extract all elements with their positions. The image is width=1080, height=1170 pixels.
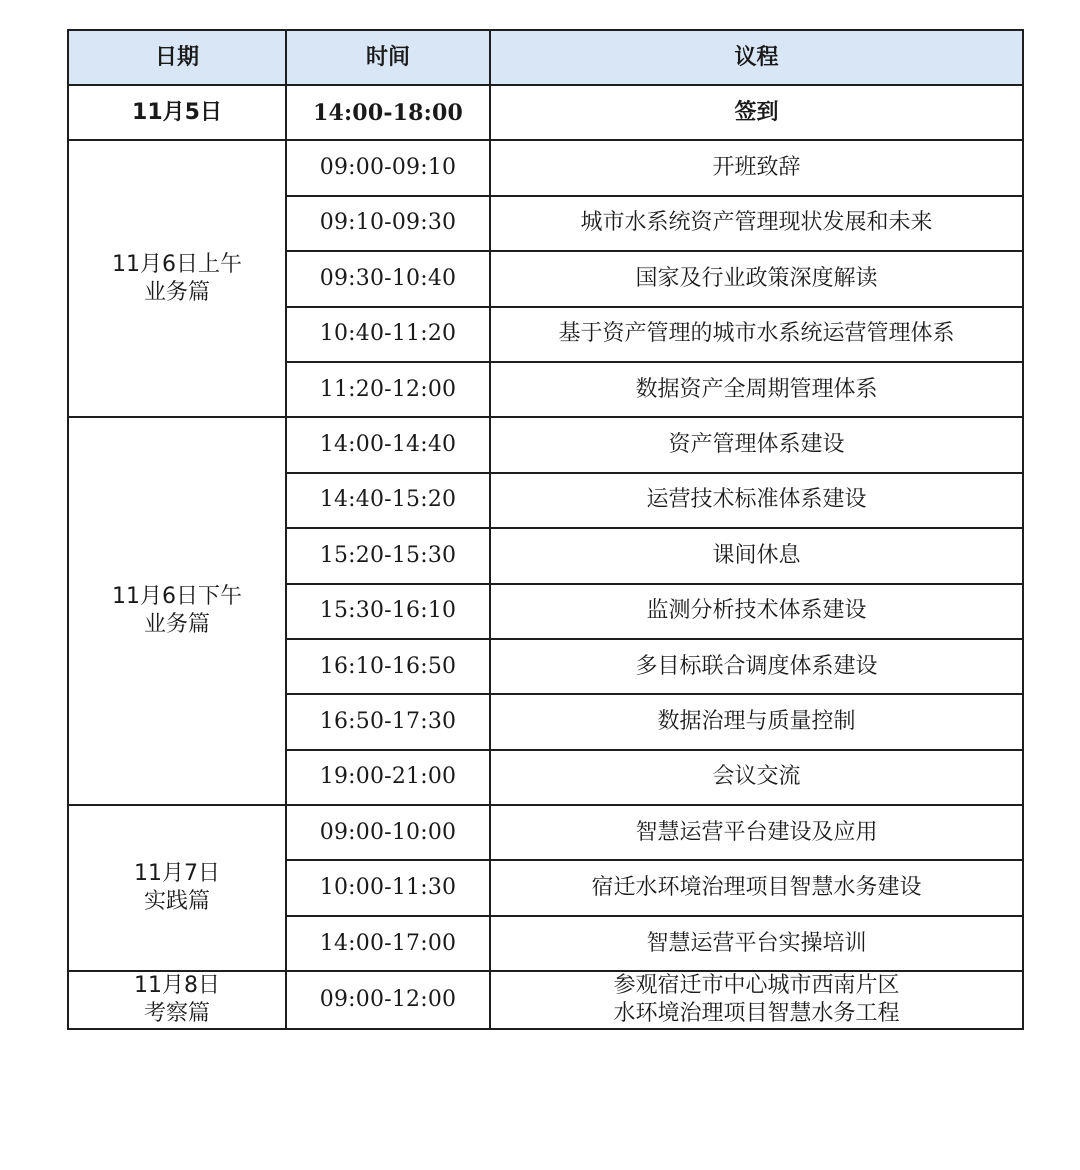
agenda-table <box>67 29 1024 1030</box>
date-label: 11月6日上午 <box>112 251 242 277</box>
table-row <box>68 971 1023 1029</box>
topic-cell: 智慧运营平台实操培训 <box>490 916 1023 971</box>
topic-cell: 多目标联合调度体系建设 <box>490 639 1023 694</box>
section-label: 业务篇 <box>143 612 210 638</box>
time-cell: 14:40-15:20 <box>286 473 490 528</box>
topic-cell: 签到 <box>490 85 1023 140</box>
topic-cell: 宿迁水环境治理项目智慧水务建设 <box>490 860 1023 915</box>
time-cell: 15:20-15:30 <box>286 528 490 583</box>
topic-cell: 数据治理与质量控制 <box>490 694 1023 749</box>
topic-cell <box>490 971 1023 1029</box>
time-cell: 16:10-16:50 <box>286 639 490 694</box>
topic-line: 参观宿迁市中心城市西南片区 <box>613 973 900 999</box>
date-cell <box>68 140 286 417</box>
date-label: 11月7日 <box>134 861 220 887</box>
topic-cell: 资产管理体系建设 <box>490 417 1023 472</box>
topic-cell: 基于资产管理的城市水系统运营管理体系 <box>490 307 1023 362</box>
header-row <box>68 30 1023 85</box>
time-cell: 10:40-11:20 <box>286 307 490 362</box>
date-label: 11月5日 <box>132 99 222 125</box>
date-cell <box>68 805 286 971</box>
topic-cell: 国家及行业政策深度解读 <box>490 251 1023 306</box>
date-cell <box>68 85 286 140</box>
time-cell: 15:30-16:10 <box>286 584 490 639</box>
time-cell: 09:00-09:10 <box>286 140 490 195</box>
header-agenda: 议程 <box>490 30 1023 85</box>
date-label: 11月6日下午 <box>112 584 242 610</box>
time-cell: 09:00-10:00 <box>286 805 490 860</box>
time-cell: 19:00-21:00 <box>286 750 490 805</box>
section-label: 业务篇 <box>143 279 210 305</box>
topic-line: 水环境治理项目智慧水务工程 <box>613 1001 900 1027</box>
section-label: 考察篇 <box>143 1001 210 1027</box>
date-label: 11月8日 <box>134 973 220 999</box>
time-cell: 09:00-12:00 <box>286 971 490 1029</box>
date-cell <box>68 417 286 805</box>
time-cell: 14:00-14:40 <box>286 417 490 472</box>
table-row <box>68 417 1023 472</box>
topic-cell: 运营技术标准体系建设 <box>490 473 1023 528</box>
time-cell: 09:30-10:40 <box>286 251 490 306</box>
date-cell <box>68 971 286 1029</box>
table-row <box>68 140 1023 195</box>
topic-cell: 城市水系统资产管理现状发展和未来 <box>490 196 1023 251</box>
table-row <box>68 85 1023 140</box>
time-cell: 14:00-17:00 <box>286 916 490 971</box>
time-cell: 09:10-09:30 <box>286 196 490 251</box>
time-cell: 11:20-12:00 <box>286 362 490 417</box>
section-label: 实践篇 <box>143 889 210 915</box>
header-date: 日期 <box>68 30 286 85</box>
topic-cell: 课间休息 <box>490 528 1023 583</box>
table-row <box>68 805 1023 860</box>
time-cell: 16:50-17:30 <box>286 694 490 749</box>
topic-cell: 数据资产全周期管理体系 <box>490 362 1023 417</box>
header-time: 时间 <box>286 30 490 85</box>
topic-cell: 开班致辞 <box>490 140 1023 195</box>
time-cell: 14:00-18:00 <box>286 85 490 140</box>
topic-cell: 智慧运营平台建设及应用 <box>490 805 1023 860</box>
topic-cell: 会议交流 <box>490 750 1023 805</box>
time-cell: 10:00-11:30 <box>286 860 490 915</box>
topic-cell: 监测分析技术体系建设 <box>490 584 1023 639</box>
